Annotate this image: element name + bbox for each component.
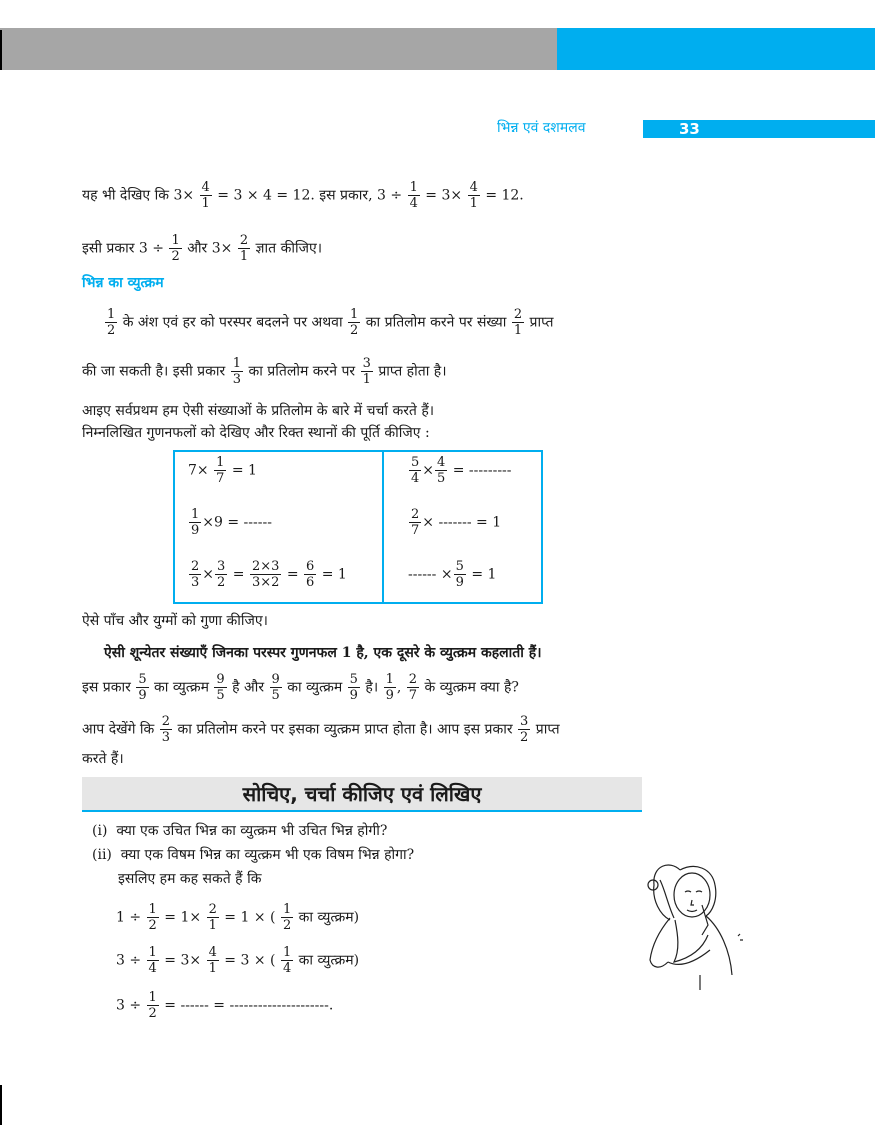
table-cell: $\frac{2}{7}$ × ------- = 1 (411, 507, 502, 538)
paragraph-4: निम्नलिखित गुणनफलों को देखिए और रिक्त स्थानों की पूर्ति कीजिए : (82, 425, 430, 441)
line-2: इसी प्रकार 3 ÷ $\frac{1}{2}$ और 3× $\frac{2}{1}$ ज्ञात कीजिए। (82, 233, 323, 264)
paragraph-3: आइए सर्वप्रथम हम ऐसी संख्याओं के प्रतिलोम के बारे में चर्चा करते हैं। (82, 403, 435, 419)
definition: ऐसी शून्येतर संख्याएँ जिनका परस्पर गुणनफल 1 है, एक दूसरे के व्युत्क्रम कहलाती हैं। (104, 645, 542, 661)
lead-line: इसलिए हम कह सकते हैं कि (118, 871, 262, 887)
table-cell: $\frac{2}{3}$ × $\frac{3}{2}$ = $\frac{2\times 3}{3\times 2}$ = $\frac{6}{6}$ = 1 (191, 559, 347, 590)
question-1: (i) क्या एक उचित भिन्न का व्युत्क्रम भी उचित भिन्न होगी? (92, 823, 388, 839)
equation-1: 1 ÷ $\frac{1}{2}$ = 1× $\frac{2}{1}$ = 1 × ( $\frac{1}{2}$ का व्युत्क्रम) (116, 902, 360, 933)
paragraph-5: ऐसे पाँच और युग्मों को गुणा कीजिए। (82, 613, 268, 629)
paragraph-6: इस प्रकार $\frac{5}{9}$ का व्युत्क्रम $\frac{9}{5}$ है और $\frac{9}{5}$ का व्युत्क्रम $\frac{5}{9}$ है। $\frac{1}{9}$ , $\frac{2}{7}$ के व्युत्क्रम क्या है? (82, 672, 519, 703)
crop-mark-bottom (0, 1085, 2, 1125)
fraction: $\frac{2}{1}$ (239, 233, 249, 264)
section-heading: भिन्न का व्युत्क्रम (82, 275, 164, 291)
top-banner-gray (0, 28, 557, 70)
equation-2: 3 ÷ $\frac{1}{4}$ = 3× $\frac{4}{1}$ = 3 × ( $\frac{1}{4}$ का व्युत्क्रम) (116, 945, 360, 976)
question-2: (ii) क्या एक विषम भिन्न का व्युत्क्रम भी एक विषम भिन्न होगा? (92, 847, 415, 863)
paragraph-7: आप देखेंगे कि $\frac{2}{3}$ का प्रतिलोम करने पर इसका व्युत्क्रम प्राप्त होता है। आप इस प्रकार $\frac{3}{2}$ प्राप्त (82, 714, 560, 745)
page-number-bar (643, 120, 875, 138)
table-cell: ------ × $\frac{5}{9}$ = 1 (408, 559, 497, 590)
line-1: यह भी देखिए कि 3× $\frac{4}{1}$ = 3 × 4 = 12. इस प्रकार, 3 ÷ $\frac{1}{4}$ = 3× $\frac{4}{1}$ = 12. (82, 180, 524, 211)
fraction: $\frac{1}{4}$ (409, 180, 418, 211)
fraction: $\frac{4}{1}$ (469, 180, 478, 211)
table-cell: $\frac{5}{4}$ × $\frac{4}{5}$ = --------- (411, 455, 512, 486)
paragraph-7-end: करते हैं। (82, 751, 124, 767)
paragraph-2: की जा सकती है। इसी प्रकार $\frac{1}{3}$ का प्रतिलोम करने पर $\frac{3}{1}$ प्राप्त होता है। (82, 356, 447, 387)
table-cell: $\frac{1}{9}$ ×9 = ------ (191, 507, 272, 538)
equation-3: 3 ÷ $\frac{1}{2}$ = ------ = ---------------------. (116, 990, 334, 1021)
paragraph-1: $\frac{1}{2}$ के अंश एवं हर को परस्पर बदलने पर अथवा $\frac{1}{2}$ का प्रतिलोम करने पर संख्या $\frac{2}{1}$ प्राप्त (107, 307, 554, 338)
fraction: $\frac{1}{2}$ (171, 233, 180, 264)
fraction: $\frac{4}{1}$ (201, 180, 210, 211)
table-divider (382, 450, 384, 602)
table-cell: 7× $\frac{1}{7}$ = 1 (188, 455, 257, 486)
page-number: 33 (679, 120, 700, 138)
crop-mark-top (0, 30, 2, 70)
top-banner-blue (557, 28, 875, 70)
running-head: भिन्न एवं दशमलव (497, 120, 586, 136)
think-discuss-write-title: सोचिए, चर्चा कीजिए एवं लिखिए (242, 782, 482, 806)
thinking-girl-illustration (640, 850, 750, 1000)
